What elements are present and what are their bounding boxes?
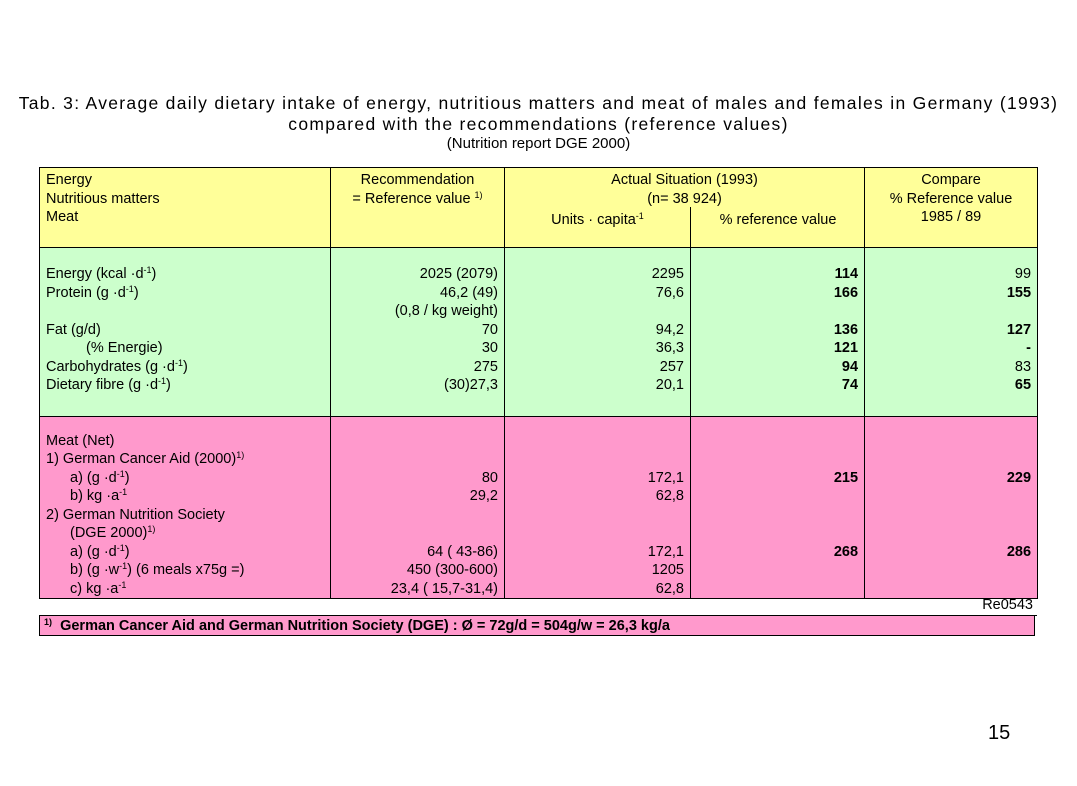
nutrient-recommendation-cell xyxy=(331,248,505,417)
header-recommendation-title: Recommendation xyxy=(360,172,475,188)
meat-recommendation-value xyxy=(337,524,498,543)
nutrient-compare-value: 155 xyxy=(1006,284,1032,301)
nutrient-label-sup: -1 xyxy=(158,376,167,386)
header-actual-title: Actual Situation (1993) xyxy=(611,172,758,188)
nutrient-percent-cell xyxy=(691,248,865,417)
meat-label-sup: -1 xyxy=(116,468,125,479)
reference-code: Re0543 xyxy=(982,597,1033,613)
nutrient-label-tail: ) xyxy=(151,266,157,282)
meat-actual-value xyxy=(511,506,684,525)
table-title-line1: Tab. 3: Average daily dietary intake of energy, nutritious matters and meat of males and females in Germany (1993) xyxy=(18,93,1059,113)
nutrient-label-text: Energy (kcal ·d xyxy=(46,266,144,282)
header-actual-n: (n= 38 924) xyxy=(647,190,722,207)
meat-section xyxy=(40,416,1038,599)
meat-percent-cell xyxy=(691,416,865,599)
header-units-sup: -1 xyxy=(635,211,644,221)
nutrient-recommendation-value: (0,8 / kg weight) xyxy=(394,303,498,319)
meat-row-label xyxy=(46,450,324,469)
meat-label-sup: -1 xyxy=(118,579,127,590)
nutrient-compare-value: 65 xyxy=(1014,377,1032,393)
nutrient-actual-value: 36,3 xyxy=(655,340,684,356)
meat-compare-value xyxy=(871,561,1031,580)
nutrient-row-label xyxy=(46,376,324,395)
meat-row-label xyxy=(46,487,324,506)
nutrient-compare-value xyxy=(871,302,1031,321)
meat-percent-value xyxy=(697,524,858,543)
meat-label-tail: ) xyxy=(124,543,130,560)
meat-recommendation-value xyxy=(337,450,498,469)
meat-actual-value xyxy=(511,450,684,469)
meat-actual-value: 62,8 xyxy=(655,488,684,504)
meat-percent-value xyxy=(697,450,858,469)
meat-recommendation-value: 23,4 ( 15,7-31,4) xyxy=(390,580,498,597)
nutrient-row-label xyxy=(46,265,324,284)
meat-row-label xyxy=(46,580,324,599)
nutrient-label-tail: ) xyxy=(133,284,139,301)
meat-label-text: (DGE 2000) xyxy=(70,525,148,541)
nutrient-row-label xyxy=(46,284,324,303)
header-actual-cell xyxy=(505,168,865,248)
meat-label-text: Meat (Net) xyxy=(46,432,115,449)
nutrient-label-text: Carbohydrates (g ·d xyxy=(46,358,175,375)
meat-actual-value: 1205 xyxy=(651,562,684,578)
nutrient-label-text: Protein (g ·d xyxy=(46,284,126,301)
meat-recommendation-cell xyxy=(331,416,505,599)
meat-label-text: b) kg ·a xyxy=(70,488,120,504)
meat-label-sup: 1) xyxy=(236,450,245,460)
nutrient-label-text: Dietary fibre (g ·d xyxy=(46,377,159,393)
nutrient-labels-cell xyxy=(40,248,331,417)
nutrient-actual-value: 20,1 xyxy=(655,377,684,393)
nutrient-recommendation-value: 275 xyxy=(473,358,498,375)
meat-label-text: b) (g ·w xyxy=(70,562,120,578)
meat-recommendation-value xyxy=(337,506,498,525)
nutrient-percent-value: 121 xyxy=(833,340,859,356)
meat-compare-value: 229 xyxy=(1006,469,1032,486)
header-actual-subcolumns xyxy=(505,207,864,247)
meat-actual-value: 172,1 xyxy=(647,469,684,486)
meat-label-text: c) kg ·a xyxy=(70,580,119,597)
meat-row-label xyxy=(46,432,324,451)
header-reference-footnote: 1) xyxy=(474,189,483,200)
header-compare-years: 1985 / 89 xyxy=(920,209,982,225)
meat-label-sup: 1) xyxy=(147,524,156,534)
meat-compare-value xyxy=(871,487,1031,506)
nutrient-row-label xyxy=(46,302,324,321)
meat-percent-value: 215 xyxy=(833,469,859,486)
meat-label-text: 1) German Cancer Aid (2000) xyxy=(46,451,237,467)
footnote-marker: 1) xyxy=(44,617,53,627)
nutrient-percent-value: 166 xyxy=(833,284,859,301)
meat-labels-cell xyxy=(40,416,331,599)
header-category-energy: Energy xyxy=(46,172,92,188)
nutrient-recommendation-value: 2025 (2079) xyxy=(419,266,498,282)
header-compare-subtitle: % Reference value xyxy=(889,190,1013,207)
nutrient-recommendation-value: 30 xyxy=(481,340,498,356)
nutrient-row-label xyxy=(46,358,324,377)
meat-percent-value xyxy=(697,580,858,599)
header-compare-cell xyxy=(865,168,1038,248)
nutrient-compare-value: 127 xyxy=(1006,321,1032,338)
nutrient-actual-value: 94,2 xyxy=(655,321,684,338)
meat-recommendation-value: 80 xyxy=(481,469,498,486)
meat-label-tail: ) xyxy=(124,469,130,486)
meat-recommendation-value: 450 (300-600) xyxy=(406,562,498,578)
meat-label-sup: -1 xyxy=(119,561,128,571)
nutrient-label-tail: ) xyxy=(182,358,188,375)
meat-compare-value xyxy=(871,432,1031,451)
nutrient-percent-value xyxy=(697,302,858,321)
header-recommendation-cell xyxy=(331,168,505,248)
meat-row-label xyxy=(46,524,324,543)
header-reference-value xyxy=(337,190,498,209)
meat-label-sup: -1 xyxy=(116,542,125,553)
nutrient-compare-value: 99 xyxy=(1014,266,1032,282)
table-title-line2: compared with the recommendations (reference values) xyxy=(288,114,789,134)
nutrient-recommendation-value: (30)27,3 xyxy=(443,377,498,393)
nutrient-recommendation-value: 70 xyxy=(481,321,498,338)
meat-actual-value xyxy=(511,524,684,543)
nutrient-recommendation-value: 46,2 (49) xyxy=(439,284,498,301)
page-number: 15 xyxy=(988,722,1011,744)
nutrient-actual-value xyxy=(511,302,684,321)
table-header-row xyxy=(40,168,1038,248)
meat-recommendation-value: 64 ( 43-86) xyxy=(427,543,498,560)
meat-compare-cell xyxy=(865,416,1038,599)
dietary-intake-table xyxy=(39,167,1038,599)
meat-row-label xyxy=(46,543,324,562)
nutrient-label-text: (% Energie) xyxy=(86,340,163,356)
meat-compare-value xyxy=(871,580,1031,599)
nutrient-actual-cell xyxy=(505,248,691,417)
nutrient-label-sup: -1 xyxy=(174,357,183,368)
nutrient-percent-value: 74 xyxy=(841,377,859,393)
nutrient-label-sup: -1 xyxy=(125,283,134,294)
header-compare-title: Compare xyxy=(921,172,981,188)
meat-actual-value: 172,1 xyxy=(647,543,684,560)
header-category-nutritious: Nutritious matters xyxy=(46,190,160,207)
meat-compare-value xyxy=(871,450,1031,469)
meat-percent-value xyxy=(697,487,858,506)
header-category-meat: Meat xyxy=(46,209,79,225)
nutrients-section xyxy=(40,248,1038,417)
meat-compare-value xyxy=(871,506,1031,525)
meat-percent-value xyxy=(697,561,858,580)
table-source: (Nutrition report DGE 2000) xyxy=(446,135,631,152)
meat-label-text: a) (g ·d xyxy=(70,469,117,486)
meat-compare-value xyxy=(871,524,1031,543)
nutrient-percent-value: 94 xyxy=(841,358,859,375)
footnote-box xyxy=(39,615,1035,636)
header-percent-reference: % reference value xyxy=(719,212,837,228)
meat-compare-value: 286 xyxy=(1006,543,1032,560)
meat-actual-value xyxy=(511,432,684,451)
nutrient-percent-value: 136 xyxy=(833,321,859,338)
meat-percent-value: 268 xyxy=(833,543,859,560)
meat-row-label xyxy=(46,469,324,488)
nutrient-label-text: Fat (g/d) xyxy=(46,321,101,338)
meat-actual-cell xyxy=(505,416,691,599)
nutrient-label-sup: -1 xyxy=(143,265,152,275)
meat-percent-value xyxy=(697,506,858,525)
nutrient-compare-value: 83 xyxy=(1014,358,1032,375)
meat-percent-value xyxy=(697,432,858,451)
nutrient-actual-value: 2295 xyxy=(651,266,684,282)
footnote-text: German Cancer Aid and German Nutrition Society (DGE) : Ø = 72g/d = 504g/w = 26,3 kg/a xyxy=(60,618,670,634)
nutrient-compare-value: - xyxy=(1026,340,1032,356)
meat-row-label xyxy=(46,561,324,580)
nutrient-row-label xyxy=(46,339,324,358)
meat-label-text: a) (g ·d xyxy=(70,543,117,560)
nutrient-actual-value: 76,6 xyxy=(655,284,684,301)
meat-row-label xyxy=(46,506,324,525)
header-units-per-capita xyxy=(505,211,690,229)
nutrient-compare-cell xyxy=(865,248,1038,417)
meat-label-tail: ) (6 meals x75g =) xyxy=(127,562,245,578)
header-reference-value-text: = Reference value xyxy=(352,190,471,207)
reference-code-row xyxy=(39,597,1037,616)
meat-actual-value: 62,8 xyxy=(655,580,684,597)
header-units-text: Units · capita xyxy=(551,212,636,228)
nutrient-label-tail: ) xyxy=(166,377,171,393)
meat-label-text: 2) German Nutrition Society xyxy=(46,506,225,523)
meat-recommendation-value xyxy=(337,432,498,451)
meat-label-sup: -1 xyxy=(119,487,128,497)
nutrient-percent-value: 114 xyxy=(834,266,859,282)
meat-recommendation-value: 29,2 xyxy=(469,488,498,504)
nutrient-actual-value: 257 xyxy=(659,358,684,375)
header-category-cell xyxy=(40,168,331,248)
nutrient-row-label xyxy=(46,321,324,340)
